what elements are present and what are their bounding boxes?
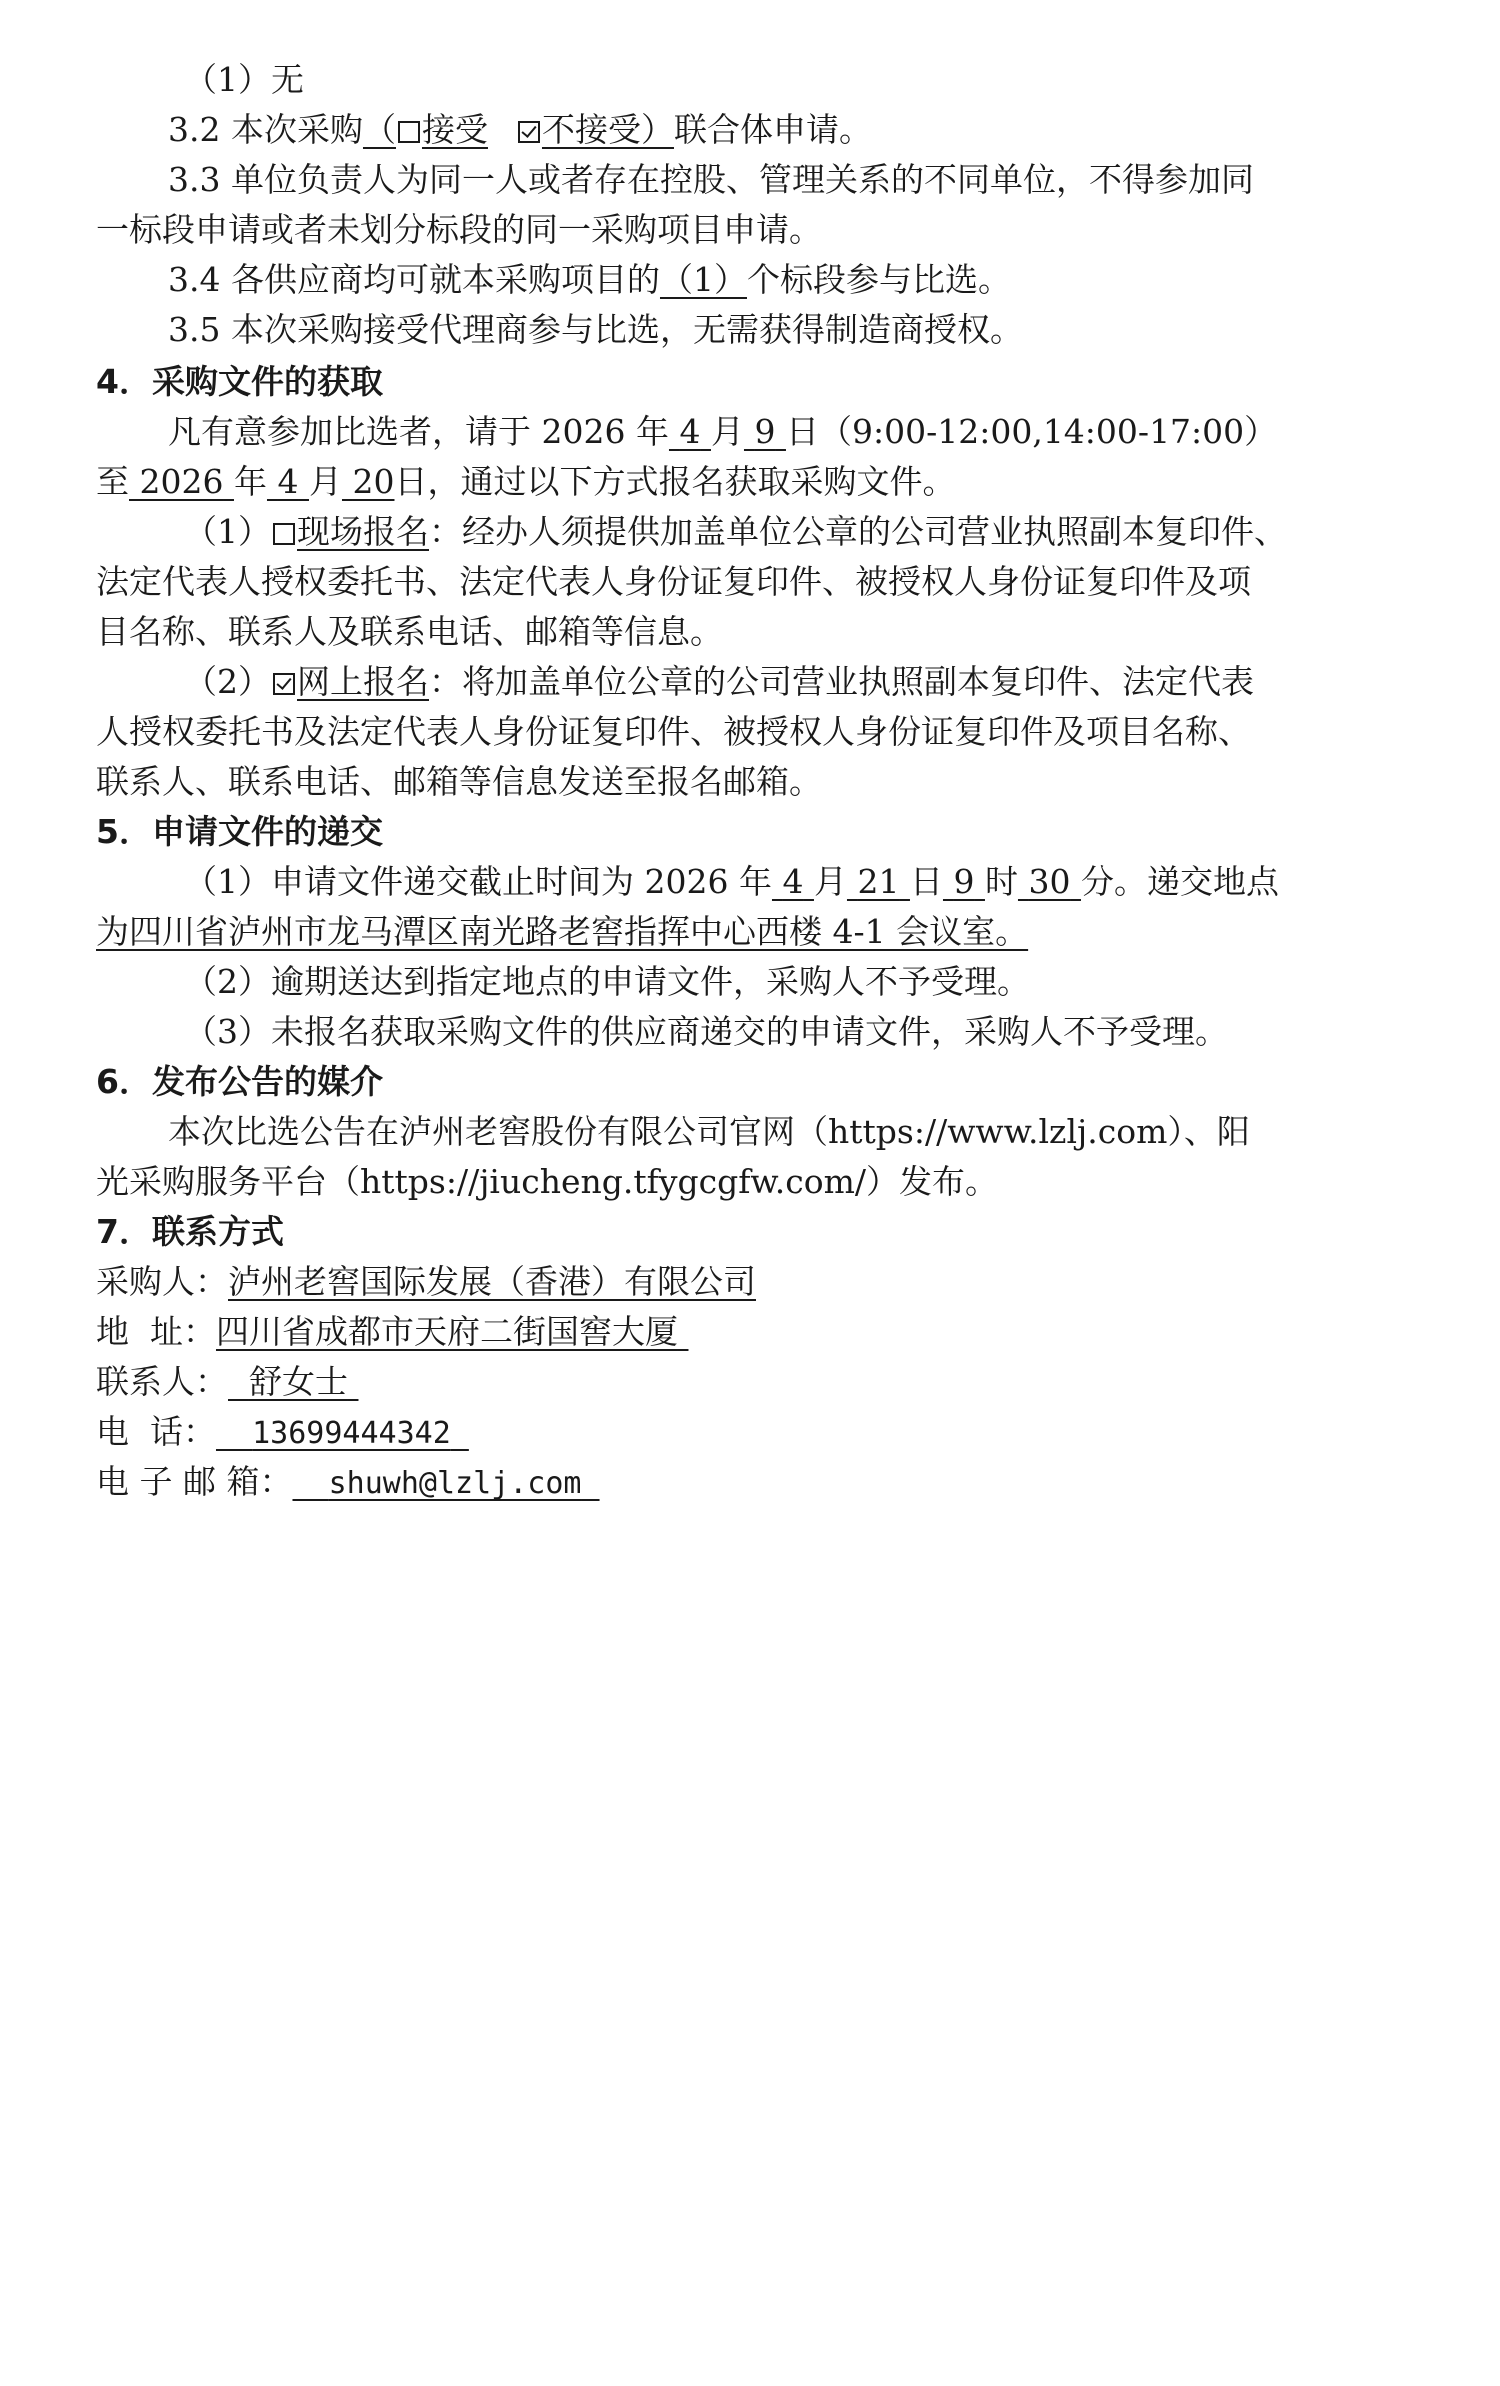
clause-3-2-suffix: 联合体申请。	[673, 110, 872, 149]
lot-count-value: （1）	[659, 260, 747, 299]
end-text-c: 月	[308, 462, 342, 501]
email-label: 电 子 邮 箱：	[96, 1462, 293, 1501]
option-onsite-number: （1）	[184, 512, 271, 551]
clause-3-3-text-b: 一标段申请或者未划分标段的同一采购项目申请。	[96, 210, 822, 249]
end-text-b: 年	[233, 462, 267, 501]
deadline-text-c: 日	[909, 862, 943, 901]
section-4-title: 4．采购文件的获取	[96, 362, 383, 401]
clause-3-1-text: （1）无	[184, 60, 304, 99]
option-onsite-text-c: 目名称、联系人及联系电话、邮箱等信息。	[96, 612, 723, 651]
late-submission-text: （2）逾期送达到指定地点的申请文件，采购人不予受理。	[184, 962, 1030, 1001]
section-6-title: 6．发布公告的媒介	[96, 1062, 383, 1101]
option-onsite-label: 现场报名	[297, 512, 429, 551]
option-online-text-b: 人授权委托书及法定代表人身份证复印件、被授权人身份证复印件及项目名称、	[96, 712, 1251, 751]
start-day: 9	[754, 412, 776, 451]
email-value-wrap	[292, 1466, 599, 1501]
open-paren: （	[362, 110, 396, 149]
buyer-label: 采购人：	[96, 1262, 228, 1301]
deadline-minute: 30	[1028, 862, 1071, 901]
option-onsite-text-b: 法定代表人授权委托书、法定代表人身份证复印件、被授权人身份证复印件及项	[96, 562, 1251, 601]
clause-3-5	[168, 300, 1406, 360]
checkbox-onsite-unchecked-icon	[273, 523, 295, 545]
contact-value: 舒女士	[248, 1362, 348, 1401]
end-text-e: 日，通过以下方式报名获取采购文件。	[394, 462, 956, 501]
address-value: 四川省成都市天府二街国窖大厦	[215, 1312, 678, 1351]
section-5-title: 5．申请文件的递交	[96, 812, 383, 851]
clause-3-4-prefix: 3.4 各供应商均可就本采购项目的	[168, 260, 660, 299]
clause-3-2-prefix: 3.2 本次采购	[168, 110, 363, 149]
section-7-title: 7．联系方式	[96, 1212, 284, 1251]
media-text-b: 光采购服务平台（https://jiucheng.tfygcgfw.com/）发布。	[96, 1162, 999, 1201]
checkbox-reject-checked-icon	[518, 121, 540, 143]
end-text-a: 至	[96, 462, 129, 501]
address-label: 地 址：	[96, 1312, 216, 1351]
deadline-text-a: （1）申请文件递交截止时间为 2026 年	[184, 862, 772, 901]
deadline-text-b: 月	[813, 862, 847, 901]
deadline-day: 21	[857, 862, 900, 901]
end-month: 4	[277, 462, 299, 501]
checkbox-online-checked-icon	[273, 673, 295, 695]
contact-value-wrap	[228, 1362, 358, 1401]
phone-label: 电 话：	[96, 1412, 216, 1451]
date-text-a: 凡有意参加比选者，请于 2026 年	[168, 412, 669, 451]
end-year: 2026	[139, 462, 224, 501]
option-reject-label: 不接受）	[541, 110, 674, 149]
contact-email	[96, 1452, 1406, 1512]
media-text-a: 本次比选公告在泸州老窖股份有限公司官网（https://www.lzlj.com）、阳	[168, 1112, 1250, 1151]
date-text-b: 月	[710, 412, 744, 451]
email-value: shuwh@lzlj.com	[328, 1466, 582, 1501]
option-accept-label: 接受	[421, 110, 488, 149]
consortium-options	[363, 110, 674, 149]
buyer-value: 泸州老窖国际发展（香港）有限公司	[228, 1262, 756, 1301]
deadline-month: 4	[782, 862, 804, 901]
unregistered-text: （3）未报名获取采购文件的供应商递交的申请文件，采购人不予受理。	[184, 1012, 1228, 1051]
option-online-label: 网上报名	[297, 662, 429, 701]
submission-address: 为四川省泸州市龙马潭区南光路老窖指挥中心西楼 4-1 会议室。	[96, 912, 1029, 951]
end-day: 20	[352, 462, 395, 501]
contact-label: 联系人：	[96, 1362, 228, 1401]
option-online-number: （2）	[184, 662, 271, 701]
option-online-text-a: ：将加盖单位公章的公司营业执照副本复印件、法定代表	[429, 662, 1254, 701]
start-month: 4	[679, 412, 701, 451]
deadline-hour: 9	[953, 862, 975, 901]
option-onsite-text-a: ：经办人须提供加盖单位公章的公司营业执照副本复印件、	[429, 512, 1287, 551]
clause-3-3-text-a: 3.3 单位负责人为同一人或者存在控股、管理关系的不同单位，不得参加同	[168, 160, 1254, 199]
phone-value-wrap	[216, 1416, 469, 1451]
phone-value: 13699444342	[252, 1416, 451, 1451]
checkbox-accept-unchecked-icon	[398, 121, 420, 143]
clause-3-5-text: 3.5 本次采购接受代理商参与比选，无需获得制造商授权。	[168, 310, 1023, 349]
deadline-text-f: 分。递交地点	[1080, 862, 1279, 901]
clause-3-4-suffix: 个标段参与比选。	[746, 260, 1011, 299]
deadline-text-e: 时	[984, 862, 1018, 901]
date-text-c: 日（9:00-12:00,14:00-17:00）	[785, 412, 1278, 451]
address-value-wrap	[216, 1312, 689, 1351]
option-online-text-c: 联系人、联系电话、邮箱等信息发送至报名邮箱。	[96, 762, 822, 801]
